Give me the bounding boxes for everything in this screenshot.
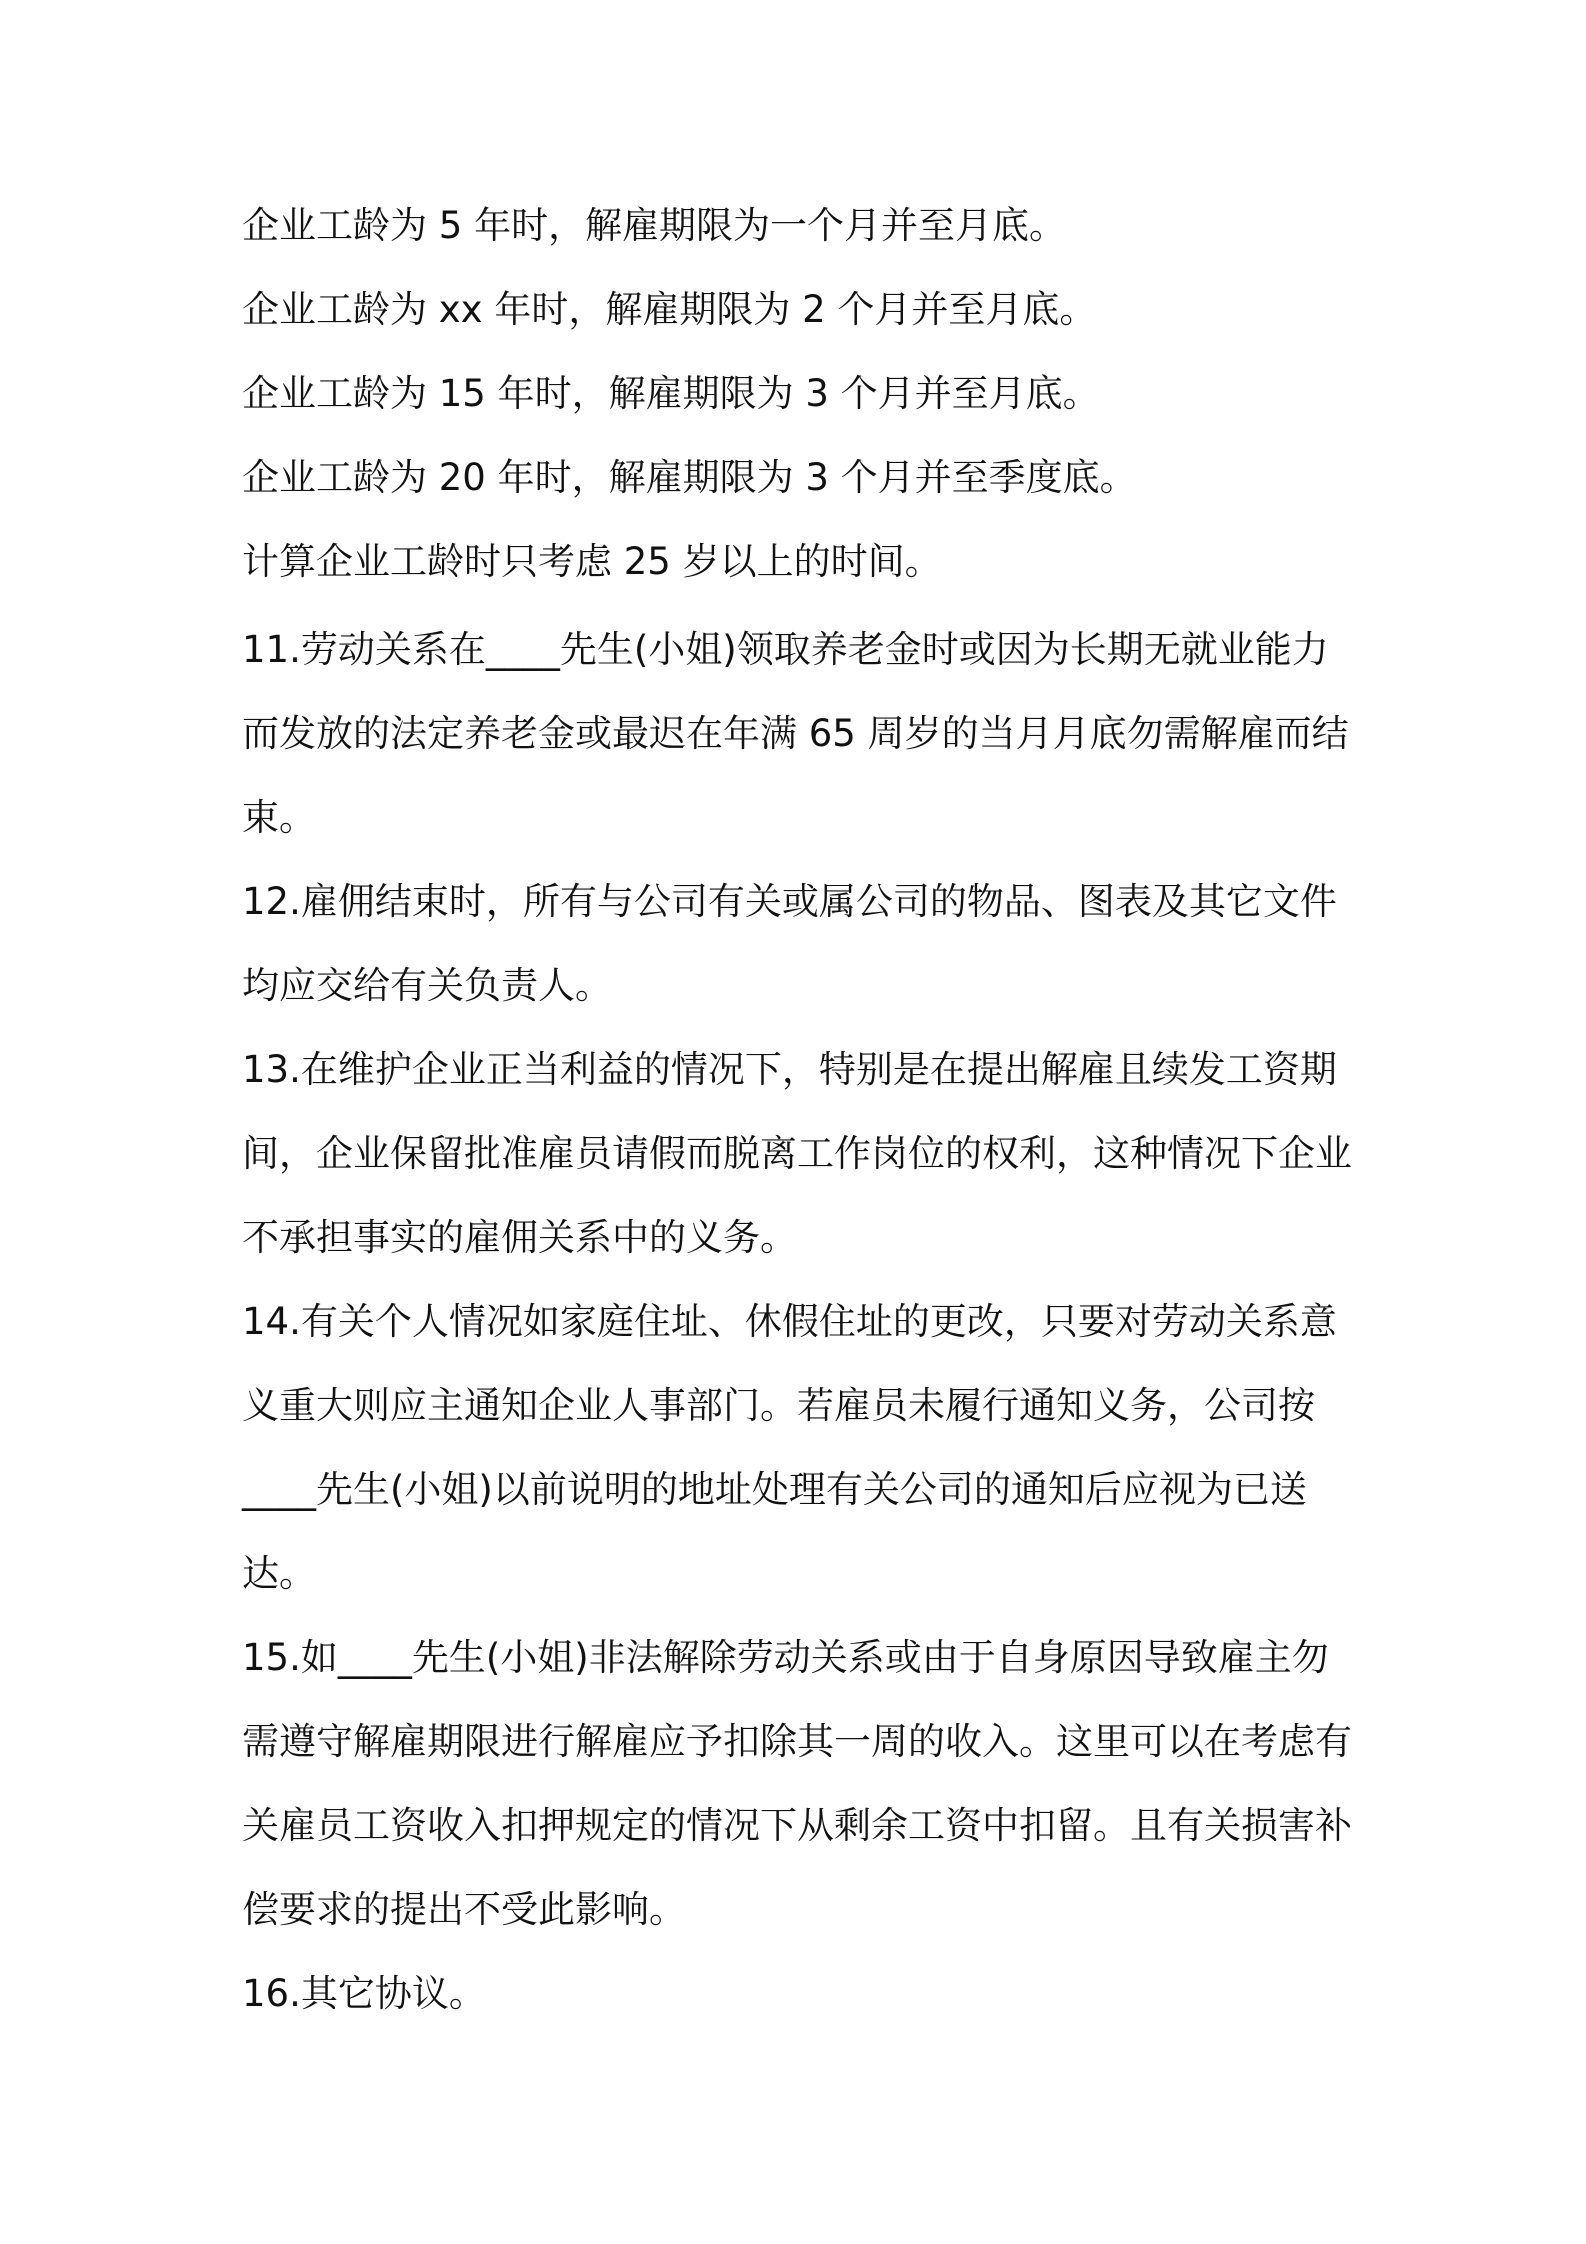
text-line: 11.劳动关系在____先生(小姐)领取养老金时或因为长期无就业能力 [242, 628, 1329, 671]
text-line: 而发放的法定养老金或最迟在年满 65 周岁的当月月底勿需解雇而结 [242, 712, 1349, 755]
text-line: 15.如____先生(小姐)非法解除劳动关系或由于自身原因导致雇主勿 [242, 1636, 1329, 1679]
text-line: ____先生(小姐)以前说明的地址处理有关公司的通知后应视为已送 [242, 1468, 1307, 1511]
text-line: 企业工龄为 15 年时，解雇期限为 3 个月并至月底。 [242, 372, 1100, 415]
text-line: 12.雇佣结束时，所有与公司有关或属公司的物品、图表及其它文件 [242, 880, 1337, 923]
text-line: 14.有关个人情况如家庭住址、休假住址的更改，只要对劳动关系意 [242, 1300, 1337, 1343]
text-line: 企业工龄为 20 年时，解雇期限为 3 个月并至季度底。 [242, 456, 1137, 499]
text-line: 义重大则应主通知企业人事部门。若雇员未履行通知义务，公司按 [242, 1384, 1315, 1427]
text-line: 16.其它协议。 [242, 1972, 486, 2015]
text-line: 均应交给有关负责人。 [242, 964, 612, 1007]
text-line: 关雇员工资收入扣押规定的情况下从剩余工资中扣留。且有关损害补 [242, 1804, 1352, 1847]
text-line: 间，企业保留批准雇员请假而脱离工作岗位的权利，这种情况下企业 [242, 1132, 1352, 1175]
text-line: 需遵守解雇期限进行解雇应予扣除其一周的收入。这里可以在考虑有 [242, 1720, 1352, 1763]
text-line: 企业工龄为 5 年时，解雇期限为一个月并至月底。 [242, 204, 1067, 247]
text-line: 13.在维护企业正当利益的情况下，特别是在提出解雇且续发工资期 [242, 1048, 1337, 1091]
text-line: 企业工龄为 xx 年时，解雇期限为 2 个月并至月底。 [242, 288, 1097, 331]
text-line: 计算企业工龄时只考虑 25 岁以上的时间。 [242, 540, 942, 583]
text-line: 不承担事实的雇佣关系中的义务。 [242, 1216, 797, 1259]
text-line: 偿要求的提出不受此影响。 [242, 1888, 686, 1931]
text-line: 达。 [242, 1552, 316, 1595]
text-line: 束。 [242, 796, 316, 839]
